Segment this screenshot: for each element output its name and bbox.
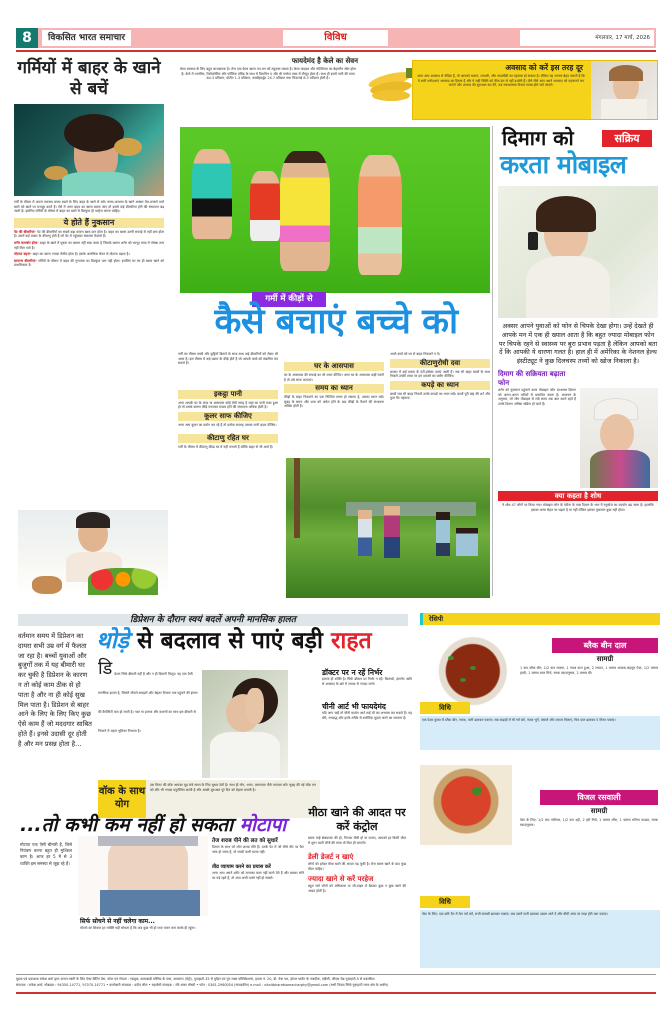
mobile-sub1-row bbox=[498, 388, 658, 488]
insects-sub-surroundings: घर के आसपास bbox=[284, 362, 384, 371]
walk-yoga-text: दस मिनट की वॉक आपका मूड लंबे समय के लिए सुधार देती है। साथ ही योग, ध्यान, प्राणायाम जैसे व्यायाम करें। सुबह की नई वॉक मन को और भी ज्यादा प्रफुल्लित करती है और अच्छी शुरुआत पूरे दिन को बेहतर बनाती है। bbox=[150, 783, 316, 792]
banana-box-text: केला स्वास्थ्य के लिए बहुत लाभदायक है। रोज एक केला खाना तन-मन को तंदुरुस्त रखता है। केला फाइबर और पोटेशियम का बेहतरीन स्रोत होता है। केले में थायमिन, रिबोफ्लेविन और फॉलिक एसिड के साथ में विटामिन ए और बी पर्याप्त मात्रा में मौजूद होता है। साथ ही इसमें पानी की मात्रा 64.3 प्रतिशत, प्रोटीन 1.3 प्रतिशत, कार्बोहाइड्रेट 24.7 प्रतिशत तथा चिकनाई 8.3 प्रतिशत होती है। bbox=[179, 67, 357, 81]
photo-woman-with-phone bbox=[498, 186, 658, 318]
outside-food-headline: गर्मियों में बाहर के खाने से बचें bbox=[17, 58, 161, 99]
footer-rule-top bbox=[16, 974, 656, 975]
insects-text-surroundings: घर के आसपास की सफाई का भी ध्यान दीजिए। अगर घर के आसपास कहीं गंदगी है तो उसे साफ करवाएं। bbox=[284, 373, 384, 382]
depression-box-title: अवसाद को करें इस तरह दूर bbox=[505, 63, 583, 72]
photo-kids-running bbox=[180, 127, 490, 293]
point-title: सामान्य बीमारियां- bbox=[14, 258, 37, 263]
insects-sub-water: इकट्ठा पानी bbox=[178, 390, 278, 399]
insects-outro: अपने बच्चे को घर से बाहर निकलने न दें। bbox=[390, 352, 441, 356]
point-title: शरीर कमजोर होना- bbox=[14, 240, 39, 245]
obesity-intro: मोटापा एक ऐसी बीमारी है, जिसे नियंत्रण करना बहुत ही मुश्किल काम है। आज हर 5 में से 3 व्यक्ति इस समस्या से जूझ रहे हैं। bbox=[20, 842, 72, 866]
point-title: पेट की बीमारियां- bbox=[14, 229, 36, 234]
depression-headline bbox=[96, 626, 416, 656]
mobile-sub2-title: क्या कहता है शोध bbox=[498, 491, 658, 501]
mobile-sub2-text: ये शोध 47 लोगों पर किया गया। मोबाइल फोन के एंटीना के पास दिमाग के भाग में ग्लूकोज का उपयोग बढ़ जाता है। हालांकि इसका असर सेहत पर पड़ता है या नहीं लेकिन इसका नुकसान कुछ नहीं होता। bbox=[502, 502, 654, 512]
mobile-story-divider bbox=[492, 126, 493, 596]
depression-sidebar-text: वर्तमान समय में डिप्रेशन का दायरा सभी उम्र वर्ग में फैलता जा रहा है। बच्चों युवाओं और बुजुर्गों तक में यह बीमारी घर कर चुकी है डिप्रेशन के कारण न तो कोई काम ठीक से हो पाता है और ना ही कोई सुख मिल पाता है। डिप्रेशन से बाहर आने के लिए के लिए किए कुछ ऐसे काम हैं जो मददगार साबित होते हैं। इनसे उदासी दूर होती है और मन प्रसन्न होता है... bbox=[18, 632, 92, 748]
walk-yoga-title: वॉक के साथ योग bbox=[98, 780, 146, 818]
point-text: गर्मियों के मौसम में बाहर की गुणवत्ता का बिल्कुल पता नहीं होता। इसलिए घर का ही खाना खाने को प्राथमिकता दें। bbox=[14, 258, 164, 268]
outside-food-subhead: ये होते हैं नुकसान bbox=[14, 218, 164, 228]
chinese-art-subhead: चीनी आर्ट भी फायदेमंद bbox=[322, 702, 386, 712]
insects-sub-clothes: कपड़े का ध्यान bbox=[390, 381, 490, 390]
recipe1-ingredients-label: सामग्री bbox=[596, 655, 614, 663]
obesity-caption-title: सिर्फ सोचने से नहीं चलेगा काम... bbox=[80, 918, 155, 925]
outside-food-point-1 bbox=[14, 230, 164, 239]
depression-headline-part1: थोड़े bbox=[96, 628, 129, 654]
insects-kicker: गर्मी में कीड़ों से bbox=[252, 292, 326, 307]
sugar-headline: मीठा खाने की आदत पर करें कंट्रोल bbox=[308, 806, 406, 833]
insects-sub-cooler: कूलर साफ कीजिए bbox=[178, 412, 278, 421]
mobile-headline-block bbox=[498, 126, 658, 186]
mobile-headline-line2: करता मोबाइल bbox=[500, 150, 627, 179]
obesity-sub2: तीव्र व्यायाम करने का प्रयास करें bbox=[212, 864, 271, 871]
mobile-headline-badge: सक्रिय bbox=[602, 130, 652, 147]
footer-imprint-line1: मुद्रक एवं प्रकाशक राकेश शर्मा द्वारा अजय त्यागी के लिए ऐक्ट प्रिंटिंग प्रेस, पोस्ट एवं गोदाम : गड़चुक, कलाबाड़ी मस्जिद के पास, कामरूप (मेट्रो), गुवाहाटी-35 से मुद्रित एवं गुरु लक्ष्य पब्लिकेशन्स, हाउस नं. 20, डी. नेत्रा पथ, होटल परमेंट के नजदीक, एबीसी, जीएस रोड गुवाहाटी-5 से प्रकाशित। bbox=[16, 977, 376, 981]
insects-text-cooler: अगर आप कूलर का प्रयोग कर रहे हैं तो प्रत्येक सप्ताह उसका पानी बदल दीजिए। bbox=[178, 422, 277, 427]
insects-text-water: अगर आपके घर के अंदर या आसपास कोई ऐसी जगह है जहां का पानी रुका हुआ हो तो उसके कारण कीड़े पनपकर मच्छर होने की संभावना अधिक होती है। bbox=[178, 400, 278, 410]
sugar-sub2: ज्यादा खाने से करें परहेज bbox=[308, 875, 374, 884]
obesity-col bbox=[212, 838, 304, 880]
obesity-headline-part1: ...तो कभी कम नहीं हो सकता bbox=[20, 814, 234, 836]
banana-box bbox=[178, 56, 410, 120]
insects-col-1 bbox=[178, 352, 278, 449]
recipe2-method-label: विधि bbox=[420, 896, 470, 908]
recipe2-ingredients: पेस्ट के लिए: 1/2 कप नारियल, 1/2 कप दही, 2 हरी मिर्च, 1 चम्मच जीरा, 1 चम्मच धनिया पाउडर, नमक स्वादानुसार। bbox=[520, 818, 658, 827]
insects-text-time: कीड़ों के बाहर निकलने का एक निश्चित समय हो सकता है, उसका ध्यान रखें। सुबह के समय और शाम को अंधेरा होने के बाद कीड़ों के फैलने की संभावना अधिक होती है। bbox=[284, 395, 384, 409]
paper-name: विकसित भारत समाचार bbox=[42, 30, 131, 46]
depression-col-2 bbox=[322, 668, 412, 720]
point-text: बाहर के खाने में पुष्टता का ख्याल नहीं रखा जाता है जिसके कारण शरीर को भरपूर मात्रा में पोषक तत्व नहीं मिल पाते हैं। bbox=[14, 240, 164, 250]
sugar-text: खाना चाहें ब्रेकफास्ट की हो, पिज्जा जैसी हो या पास्ता, आपको हर किसी चीज में शुगर वाली चीजें की मात्रा तो मिल ही जाएगी। bbox=[308, 836, 406, 845]
footer-imprint-line2: संपादक : राकेश शर्मा, मोबाइल : 94350-14771, 97070-14771 • कार्यकारी संपादक : प्रदीप लील • सहयोगी संपादक : रवि शंकर चौधरी • फोन : 0361-2960054 (संपादकीय) e-mail : viksitbharatsamacharghy@gmail.com (सभी विवाद सिर्फ गुवाहाटी न्याय क्षेत्र के अधीन) bbox=[16, 983, 389, 987]
sugar-sub1: डेली डेजर्ट न खाएं bbox=[308, 853, 354, 862]
depression-body-text: प्रेशन सिर्फ बीमारी नहीं है और न ही दिमागी फितूर। यह एक ऐसी मानसिक हालत है, जिसमें सोचने-समझने और बेहतर रिजल्ट तक पहुंचने की इंसान की कैपेसिटी कम हो जाती है। नशा या इलाज और कारणों का साथ इस बीमारी से निपटने में अहम भूमिका निभाता है। bbox=[98, 672, 198, 733]
depression-dropcap: डि bbox=[98, 658, 113, 679]
header-rule bbox=[16, 50, 656, 52]
banana-box-title: फायदेमंद है केले का सेवन bbox=[291, 57, 358, 65]
obesity-sub1: तेज शराब पीने की लत को सुधारें bbox=[212, 838, 278, 844]
photo-rasawali bbox=[420, 765, 512, 845]
depression-headline-part2: से बदलाव से पाएं बड़ी bbox=[136, 628, 323, 654]
recipe1-name: ब्लैक बीन दाल bbox=[552, 638, 658, 653]
banana-image bbox=[368, 68, 414, 102]
photo-depressed-woman bbox=[202, 670, 288, 778]
outside-food-point-3 bbox=[14, 252, 164, 257]
issue-date: मंगलवार, 17 मार्च, 2026 bbox=[520, 30, 654, 46]
insects-sub-repellent: कीटाणुरोधी दवा bbox=[390, 359, 490, 368]
depression-kicker: डिप्रेशन के दौरान स्वयं बदलें अपनी मानसिक हालत bbox=[18, 614, 408, 626]
mobile-headline-line1: दिमाग को bbox=[502, 126, 574, 150]
page-number: 8 bbox=[16, 28, 38, 48]
outside-food-point-4 bbox=[14, 259, 164, 268]
mobile-sub1-text: शरीर को नुकसान पहुंचाने वाला मोबाइल फोन दरअसल दिमाग को अलग-अलग तरीकों से प्रभावित करता है। अध्ययन के अनुसार, जो लोग मोबाइल से लंबे समय तक बात करते रहते हैं उनके दिमाग अधिक सक्रिय हो जाते हैं। bbox=[498, 387, 576, 406]
outside-food-story bbox=[14, 58, 164, 268]
recipe1-method-label: विधि bbox=[420, 702, 470, 714]
depression-body bbox=[98, 660, 198, 736]
recipe-tag: रेसिपी bbox=[420, 613, 660, 625]
insects-col-2 bbox=[284, 352, 384, 409]
depression-box-text: अगर आप अवसाद से पीड़ित हैं, तो आपको थकान, लाचारी, और नाउम्मीदी का एहसास हो सकता है। लेकिन यह जानना बेहद जरूरी है कि ये सारी मनोदशाएं अवसाद का हिस्सा हैं और ये सही स्थिति को ठीक ढंग से नहीं दर्शाती हैं। जैसे जैसे आप अपने अवसाद को पहचानने लग जाएंगे और उपचार की शुरुआत कर देंगे, तब नकारात्मक विचार गायब होते चले जाएंगे। bbox=[417, 74, 585, 88]
sugar-story bbox=[308, 806, 406, 894]
photo-woman-with-fruits bbox=[18, 510, 168, 595]
depression-headline-part3: राहत bbox=[330, 628, 372, 654]
sugar-sub2-text: बहुत सारे लोगों को अधिकतर या जी-ताड़न में बैठकर कुछ न कुछ खाने की आदत होती है। bbox=[308, 884, 406, 893]
insects-text-home: गर्मी के मौसम में कीटाणु कीड़ा घर में नहीं पनपते हैं बल्कि बाहर से भी आते हैं। bbox=[178, 444, 274, 449]
obesity-caption-text: मोटापे का शिकार हर व्यक्ति यही सोचता है कि अब कुछ भी हो जाए वजन कम करके ही रहूंगा। bbox=[80, 926, 196, 930]
point-title: मोटापा बढ़ना- bbox=[14, 252, 32, 257]
insects-text-repellent: बाजार में कई प्रकार के एंटी-इंसेक्ट दवाएं आती हैं। जब भी बाहर बच्चों के साथ निकलें उनकी त्वचा पर इन दवाओं का प्रयोग कीजिए। bbox=[390, 369, 490, 379]
doctor-text: इलाज ही शक्ति है। सिर्फ डॉक्टर पर निर्भर न रहें। किताबों, इंटरनेट आदि से अवसाद के बारे में ज्यादा से ज्यादा जानें। bbox=[322, 677, 412, 686]
mobile-story bbox=[498, 126, 658, 512]
depression-box bbox=[412, 60, 658, 120]
insects-col-3 bbox=[390, 352, 490, 401]
point-text: बाहर का खाना ज्यादा तैलीय होता है। इसके अत्यधिक सेवन से मोटापा बढ़ता है। bbox=[32, 252, 130, 257]
chinese-art-text: यदि आप चाहें तो चीनी मार्शल आर्ट ताई ची का अभ्यास कर सकते हैं। यह धीरे, लयबद्ध और हल्के तरीके से शारीरिक मुद्राएं करने का व्यायाम है। bbox=[322, 711, 412, 720]
obesity-headline bbox=[20, 812, 300, 838]
insects-headline: कैसे बचाएं बच्चे को bbox=[214, 302, 458, 342]
obesity-headline-part2: मोटापा bbox=[239, 814, 287, 836]
insects-sub-time: समय का ध्यान bbox=[284, 384, 384, 393]
photo-waist-measure bbox=[78, 836, 208, 916]
footer-rule-bottom bbox=[16, 992, 656, 994]
insects-sub-home: कीटाणु रहित घर bbox=[178, 434, 278, 443]
section-title: विविध bbox=[283, 30, 388, 46]
outside-food-point-2 bbox=[14, 241, 164, 250]
mobile-lead: अक्सर आपने युवाओं को फोन से चिपके देखा होगा। उन्हें देखते ही आपके मन में एक ही ख्याल आता है कि बहुत ज्यादा मोबाइल फोन पर चिपके रहने से स्वास्थ्य पर बुरा प्रभाव पड़ता है लेकिन आपको बता दें कि आपकी ये धारणा गलत है। हाल ही में अमेरिका के नेशनल हेल्थ इंस्टीट्यूट ने कुछ दिलचस्प तथ्यों को खोज निकाला है। bbox=[498, 322, 658, 366]
recipe2-name: विजल रसवाली bbox=[540, 790, 658, 805]
obesity-sub2-text: अगर आप अपने शरीर को लगातार काम नहीं करने देते हैं और खाकर सोने पर पड़े रहते हैं, तो आप कभी पतले नहीं हो सकते। bbox=[212, 871, 304, 880]
recipe1-method: एक प्रेशर कुकर में ब्लैक बीन, नमक, पानी डालकर पकाएं। अब कड़ाही में घी गर्म करें, प्याज़ भूनें, मसाले और टमाटर मिलाएं, फिर दाल डालकर 5 मिनट पकाएं। bbox=[420, 716, 660, 750]
obesity-sub1-text: दिमाग के साथ जो लोग शराब पीते हैं। उनके पेट में जो सीधे तौर पर फैट जमा हो जाता है, वो जल्दी कभी घटता नहीं। bbox=[212, 845, 304, 854]
recipe1-ingredients: 1 कप ब्लैक बीन, 1/2 कप राजमा, 1 प्याज़ कटा हुआ, 2 टमाटर, 1 चम्मच अदरक-लहसुन पेस्ट, 1/2 चम्मच हल्दी, 1 चम्मच लाल मिर्च, नमक स्वादानुसार, 2 चम्मच घी। bbox=[520, 666, 658, 675]
insects-text-clothes: बच्चों जब भी बाहर निकलें उनके कपड़ों का ध्यान रखें। बच्चों पूरी बांह की शर्ट और फुल पैंट पहनाएं। bbox=[390, 391, 490, 401]
doctor-subhead: डॉक्टर पर न रहें निर्भर bbox=[322, 668, 383, 677]
outside-food-intro: गर्मी के मौसम में अपना स्वास्थ्य बनाए रखने के लिए बाहर के खाने से बचें। समय-असमय के खाने अक्सर तेल-मसाले वाले खाने को खाने पर मजबूर करते हैं। ऐसे में अगर बाहर का खाना खाया जाए तो इससे कई बीमारियां होने की संभावना बढ़ जाती है। इसलिए गर्मियों के मौसम में बाहर का खाने से बिल्कुल ही परहेज करना चाहिए। bbox=[14, 200, 164, 214]
photo-stressed-woman bbox=[591, 61, 657, 119]
recipe2-ingredients-label: सामग्री bbox=[590, 807, 608, 815]
point-text: पेट की बीमारियों का सबसे बड़ा कारण खान-पान होता है। बाहर का खाना उतनी सफाई से नहीं बना होता है। उसमें कई प्रकार के कीटाणु होते हैं जो पेट में पहुंचकर संक्रमण फैलाते हैं। bbox=[14, 229, 165, 239]
insects-intro: गर्मी का मौसम मस्ती और छुट्टियों बिताने के साथ-साथ कई बीमारियों को लेकर भी आता है। इस मौसम में कई प्रकार के कीड़े होते हैं जो आपके बच्चे को संक्रमित कर सकते हैं। bbox=[178, 352, 278, 366]
sugar-sub1-text: लोगों को हमेशा मीठा खाने की आदत पड़ चुकी है। रोज खाना खाने के बाद कुछ मीठा चाहिए। bbox=[308, 862, 406, 871]
photo-girl-on-phone bbox=[580, 388, 658, 488]
mobile-sub1-title: दिमाग की सक्रियता बढ़ाता फोन bbox=[498, 369, 566, 387]
photo-woman-eating-burger bbox=[14, 104, 164, 196]
photo-kids-in-park bbox=[286, 458, 490, 598]
photo-black-bean-dal bbox=[420, 626, 516, 708]
recipe2-method: पेस्ट के लिए: एक छोटे पैन में तेल गर्म करें, सभी सामग्री डालकर पकाएं। अब उसमें पानी डालकर उबाल आने दें और धीमी आंच पर गाढ़ा होने तक पकाएं। bbox=[420, 910, 660, 968]
